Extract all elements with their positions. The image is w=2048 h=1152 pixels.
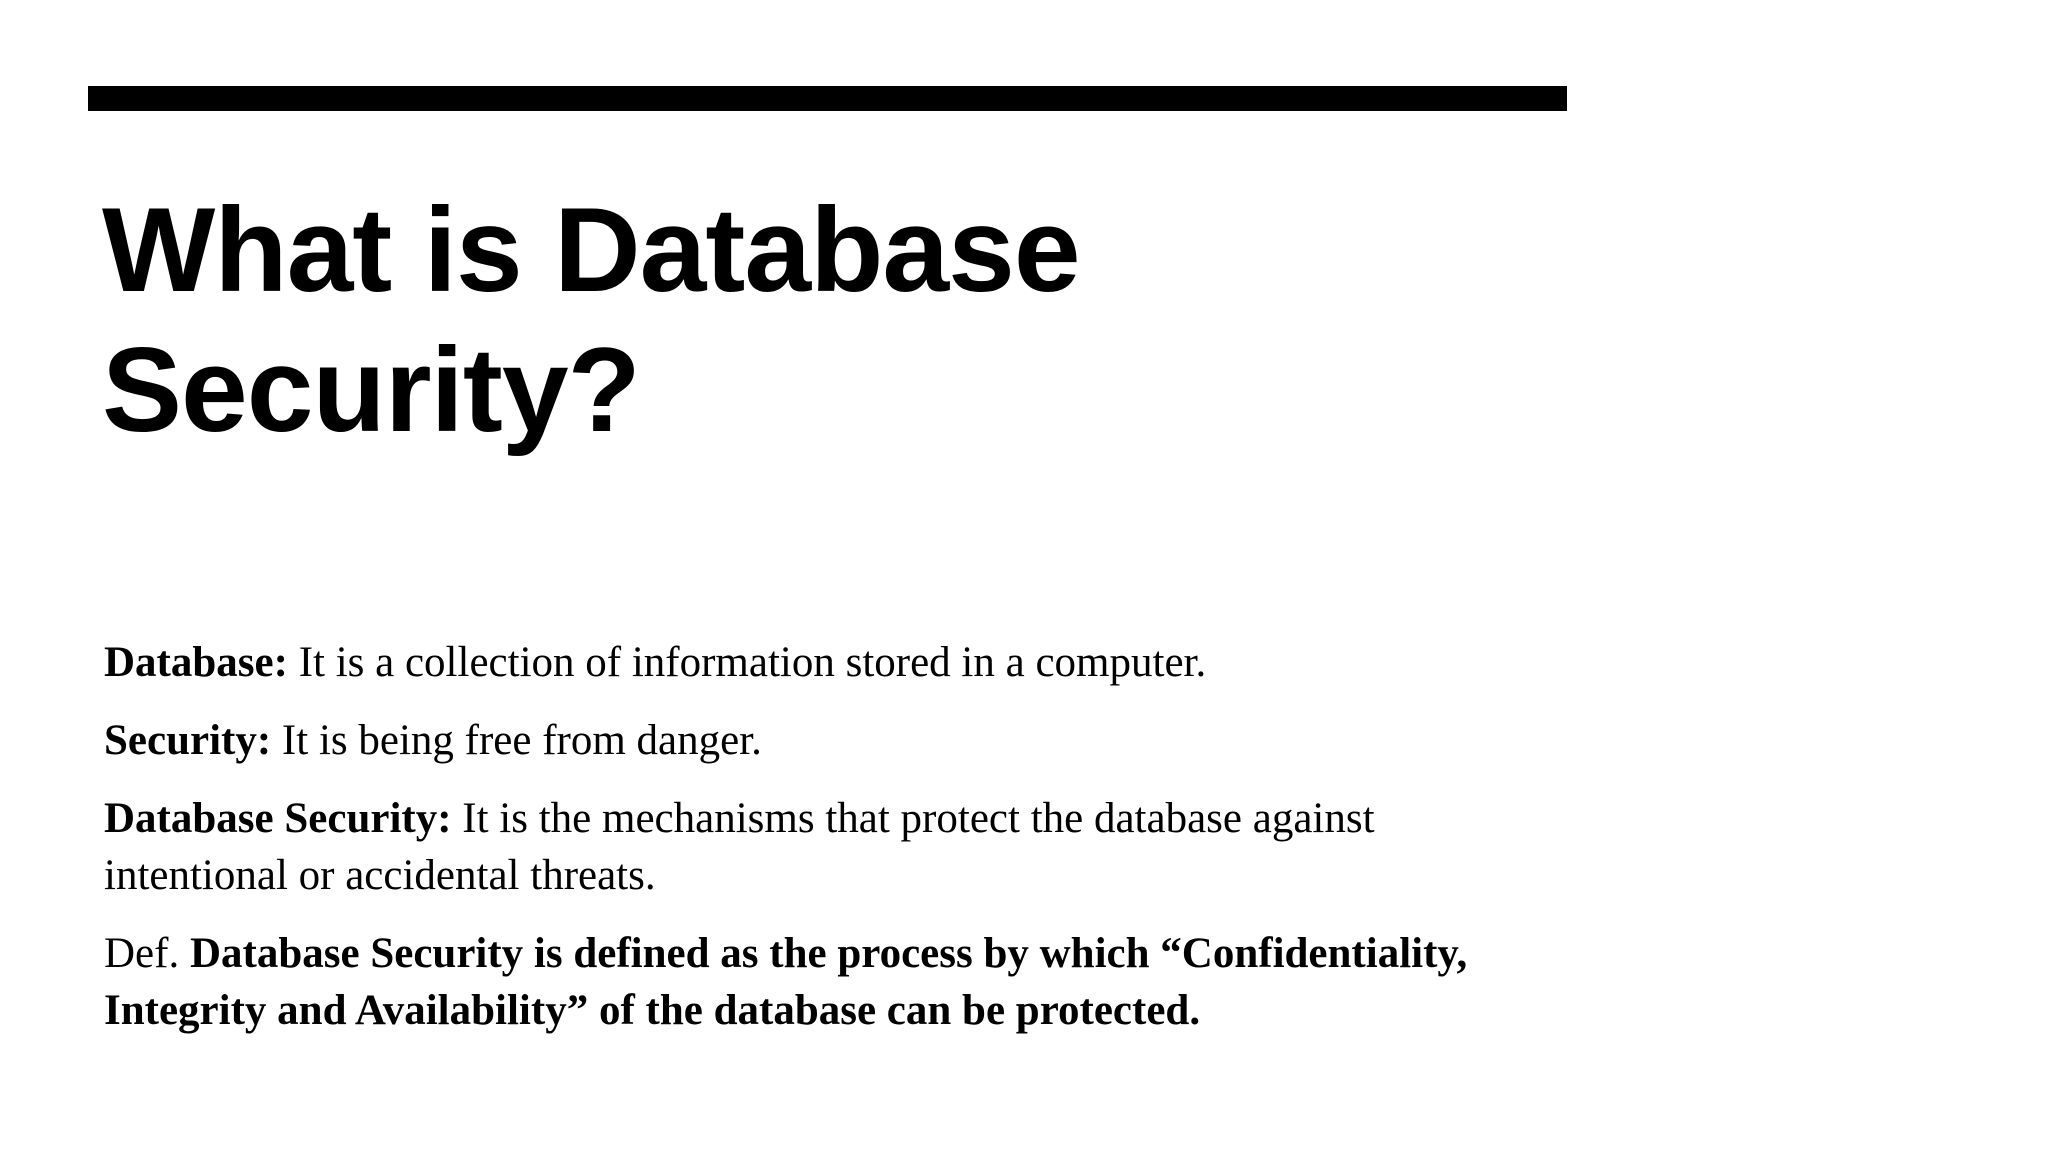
slide-body (104, 634, 1564, 1060)
def-bold-text: Database Security is defined as the process by which “Confidentiality, Integrity and Availability” of the database can be protected. (104, 930, 1468, 1034)
term-database-security: Database Security: (104, 795, 452, 842)
definition-database-security (104, 790, 1564, 904)
definition-database (104, 634, 1564, 691)
definition-text: It is the mechanisms that protect the database against intentional or accidental threats. (104, 795, 1375, 899)
slide-title (102, 180, 1080, 460)
term-security: Security: (104, 717, 272, 764)
definition-text: It is being free from danger. (271, 717, 762, 764)
title-line-1: What is Database (102, 183, 1080, 317)
title-line-2: Security? (102, 323, 640, 457)
definition-security (104, 712, 1564, 769)
definition-text: It is a collection of information stored in a computer. (287, 639, 1207, 686)
term-database: Database: (104, 639, 288, 686)
def-prefix: Def. (104, 930, 190, 977)
formal-definition (104, 925, 1564, 1039)
top-rule-bar (88, 86, 1567, 111)
